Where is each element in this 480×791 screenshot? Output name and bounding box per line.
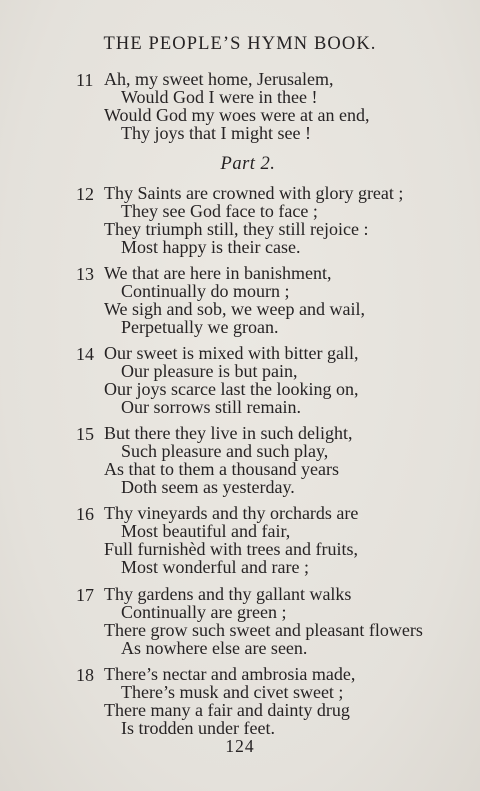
stanza-number: 18 xyxy=(76,665,94,685)
verse-line: Thy gardens and thy gallant walks xyxy=(104,584,352,604)
verse-line: Most beautiful and fair, xyxy=(121,521,291,541)
verse-line: As nowhere else are seen. xyxy=(121,638,308,658)
verse-line: Our joys scarce last the looking on, xyxy=(104,379,359,399)
verse-line: They triumph still, they still rejoice : xyxy=(104,219,369,239)
verse-line: We that are here in banishment, xyxy=(104,263,332,283)
verse-line: Our sweet is mixed with bitter gall, xyxy=(104,343,359,363)
stanza-number: 15 xyxy=(76,424,94,444)
stanza-number: 16 xyxy=(76,504,94,524)
page-header: THE PEOPLE’S HYMN BOOK. xyxy=(103,34,377,54)
page-number: 124 xyxy=(225,736,255,756)
stanza-number: 13 xyxy=(76,264,94,284)
stanza-number: 17 xyxy=(76,585,94,605)
verse-line: Continually are green ; xyxy=(121,602,287,622)
stanza-number: 11 xyxy=(76,70,94,90)
verse-line: There grow such sweet and pleasant flowers xyxy=(104,620,423,640)
verse-line: Thy Saints are crowned with glory great ; xyxy=(104,183,404,203)
verse-line: Thy vineyards and thy orchards are xyxy=(104,503,359,523)
verse-line: Would God my woes were at an end, xyxy=(104,105,370,125)
verse-line: Full furnishèd with trees and fruits, xyxy=(104,539,358,559)
part-heading: Part 2. xyxy=(220,154,276,174)
verse-line: As that to them a thousand years xyxy=(104,459,339,479)
verse-line: Most wonderful and rare ; xyxy=(121,557,309,577)
verse-line: Such pleasure and such play, xyxy=(121,441,329,461)
verse-line: Perpetually we groan. xyxy=(121,317,279,337)
verse-line: Our sorrows still remain. xyxy=(121,397,301,417)
verse-line: We sigh and sob, we weep and wail, xyxy=(104,299,365,319)
verse-line: Would God I were in thee ! xyxy=(121,87,318,107)
verse-line: There’s nectar and ambrosia made, xyxy=(104,664,356,684)
verse-line: Continually do mourn ; xyxy=(121,281,290,301)
verse-line: Our pleasure is but pain, xyxy=(121,361,298,381)
verse-line: They see God face to face ; xyxy=(121,201,318,221)
stanza-number: 12 xyxy=(76,184,94,204)
verse-line: Doth seem as yesterday. xyxy=(121,477,295,497)
verse-line: Most happy is their case. xyxy=(121,237,301,257)
verse-line: Thy joys that I might see ! xyxy=(121,123,311,143)
verse-line: But there they live in such delight, xyxy=(104,423,353,443)
verse-line: There’s musk and civet sweet ; xyxy=(121,682,344,702)
stanza-number: 14 xyxy=(76,344,94,364)
verse-line: Is trodden under feet. xyxy=(121,718,275,738)
verse-line: Ah, my sweet home, Jerusalem, xyxy=(104,69,334,89)
verse-line: There many a fair and dainty drug xyxy=(104,700,350,720)
